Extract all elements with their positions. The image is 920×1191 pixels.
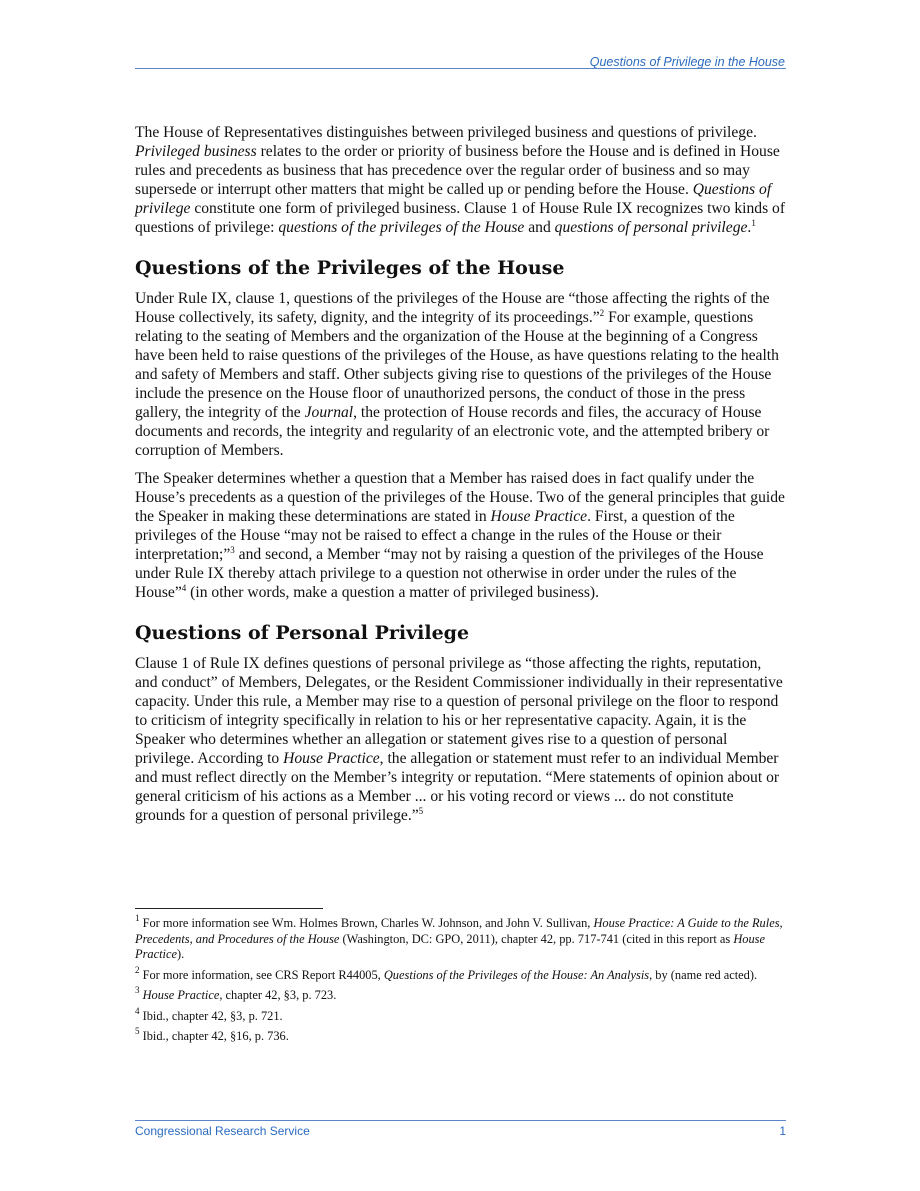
section1-paragraph-2: The Speaker determines whether a question that a Member has raised does in fact qualify under the House’s precedents as a question of the privileges of the House. Two of the general principles that guide the Speaker in making these determinations are stated in House Practice. First, a question of the privileges of the House “may not be raised to effect a change in the rules of the House or their interpretation;”$^3$ and second, a Member “may not by raising a question of the privileges of the House under Rule IX thereby attach privilege to a question not otherwise in order under the rules of the House”$^4$ (in other words, make a question a matter of privileged business). <box>135 470 785 601</box>
footnote-3: $^3$ House Practice, chapter 42, §3, p. 723. <box>135 985 337 1002</box>
section-heading-personal-privilege: Questions of Personal Privilege <box>135 622 470 644</box>
footnote-4: $^4$ Ibid., chapter 42, §3, p. 721. <box>135 1005 283 1023</box>
running-header-title: Questions of Privilege in the House <box>589 55 785 69</box>
footnote-ref[interactable]: 2 <box>599 308 605 318</box>
header-rule <box>135 68 786 69</box>
section-heading-privileges-of-house: Questions of the Privileges of the House <box>135 257 565 279</box>
footnotes <box>135 913 786 1050</box>
section2-paragraph-1: Clause 1 of Rule IX defines questions of personal privilege as “those affecting the rights, reputation, and conduct” of Members, Delegates, or the Resident Commissioner individually in their representative capacity. Under this rule, a Member may rise to a question of personal privilege on the floor to respond to criticism of integrity specifically in relation to his or her representative capacity. Again, it is the Speaker who determines whether an allegation or statement gives rise to a question of personal privilege. According to House Practice, the allegation or statement must refer to an individual Member and must reflect directly on the Member’s integrity or reputation. “Mere statements of opinion about or general criticism of his actions as a Member ... or his voting record or views ... do not constitute grounds for a question of personal privilege.”$^5$ <box>135 655 783 824</box>
footnote-1: $^1$ For more information see Wm. Holmes Brown, Charles W. Johnson, and John V. Sullivan, House Practice: A Guide to the Rules, Precedents, and Procedures of the House (Washington, DC: GPO, 2011), chapter 42, pp. 717-741 (cited in this report as House Practice). <box>135 913 783 961</box>
body-text <box>135 123 786 834</box>
footer-rule <box>135 1120 786 1121</box>
footer-publisher: Congressional Research Service <box>135 1124 310 1138</box>
footnote-ref[interactable]: 1 <box>751 218 756 228</box>
section1-paragraph-1: Under Rule IX, clause 1, questions of the privileges of the House are “those affecting the rights of the House collectively, its safety, dignity, and the integrity of its proceedings.”$^2$ For example, questions relating to the seating of Members and the organization of the House at the beginning of a Congress have been held to raise questions of the privileges of the House, as have questions relating to the health and safety of Members and staff. Other subjects giving rise to questions of the privileges of the House include the presence on the House floor of unauthorized persons, the conduct of those in the press gallery, the integrity of the Journal, the protection of House records and files, the accuracy of House documents and records, the integrity and regularity of an electronic vote, and the attempted bribery or corruption of Members. <box>135 290 779 459</box>
footnote-5: $^5$ Ibid., chapter 42, §16, p. 736. <box>135 1026 289 1043</box>
footnote-2: $^2$ For more information, see CRS Report R44005, Questions of the Privileges of the House: An Analysis, by (name red acted). <box>135 964 758 982</box>
footnote-ref[interactable]: 5 <box>418 806 424 816</box>
footnote-separator <box>135 908 323 909</box>
footnote-ref[interactable]: 4 <box>181 583 187 593</box>
page-number: 1 <box>779 1124 786 1138</box>
intro-paragraph: The House of Representatives distinguishes between privileged business and questions of privilege. Privileged business relates to the order or priority of business before the House and is defined in House rules and precedents as business that has precedence over the regular order of business and so may supersede or interrupt other matters that might be called up or pending before the House. Questions of privilege constitute one form of privileged business. Clause 1 of House Rule IX recognizes two kinds of questions of privilege: questions of the privileges of the House and questions of personal privilege.$^1$ <box>135 124 786 236</box>
footnote-ref[interactable]: 3 <box>230 545 235 555</box>
